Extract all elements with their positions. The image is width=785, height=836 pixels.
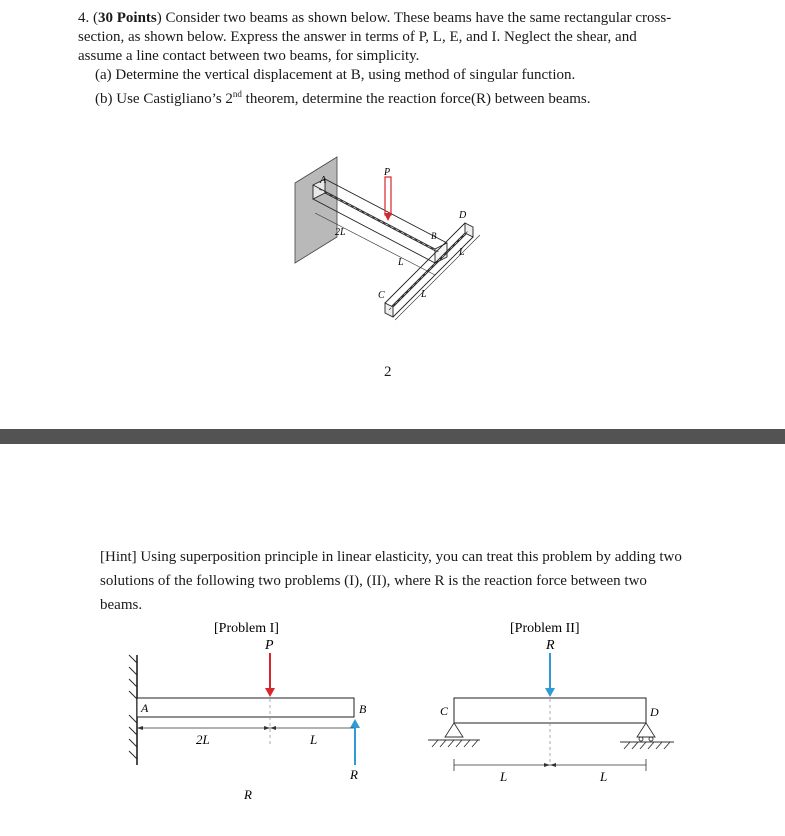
label-d-3d: D — [459, 210, 467, 221]
dim-2l: 2L — [196, 732, 210, 747]
label-d: D — [650, 705, 659, 719]
label-a: A — [141, 701, 149, 715]
label-r-below: R — [244, 787, 252, 802]
problem-1-title: [Problem I] — [214, 621, 279, 636]
beam-ab — [137, 698, 354, 717]
part-a: (a) Determine the vertical displacement at B, using method of singular function. — [95, 67, 576, 83]
question-line-1: 4. (30 Points) Consider two beams as shown below. These beams have the same rectangular cross- — [78, 10, 672, 26]
hint-text: [Hint] Using superposition principle in linear elasticity, you can treat this problem by adding two solutions of the following two problems (I), (II), where R is the reaction force between two beams. — [100, 549, 682, 613]
label-l2-3d: L — [459, 247, 465, 258]
label-a-3d: A — [320, 175, 327, 186]
pin-support-c — [428, 723, 480, 747]
label-c-3d: C — [378, 290, 385, 301]
problem-1-load-label: P — [265, 638, 274, 653]
dim-l1: L — [500, 769, 508, 784]
question-line-2: section, as shown below. Express the answer in terms of P, L, E, and I. Neglect the shear, and — [78, 29, 637, 45]
question-text — [78, 9, 768, 66]
label-b-3d: B — [431, 231, 437, 241]
label-l3-3d: L — [421, 289, 427, 300]
part-b: (b) Use Castigliano’s 2nd theorem, determine the reaction force(R) between beams. — [95, 89, 591, 107]
dim-l2: L — [600, 769, 608, 784]
problem-2-load-label: R — [546, 638, 555, 653]
page-separator — [0, 429, 785, 444]
problem-2-diagram — [420, 615, 680, 785]
dim-l: L — [310, 732, 318, 747]
label-p-3d: P — [384, 167, 391, 178]
roller-support-d — [620, 723, 674, 749]
problem-1-diagram — [110, 615, 400, 815]
problem-2-title: [Problem II] — [510, 621, 580, 636]
wall-hatch — [129, 655, 137, 759]
label-2l-3d: 2L — [335, 227, 346, 238]
label-b: B — [359, 702, 367, 716]
points-label: 30 Points — [98, 10, 157, 26]
beam-cd-3d — [385, 223, 473, 317]
wall-3d — [295, 157, 337, 263]
question-line-3: assume a line contact between two beams, for simplicity. — [78, 48, 420, 64]
beam-3d-figure — [285, 155, 505, 330]
label-l1-3d: L — [398, 257, 404, 268]
page-number: 2 — [384, 364, 392, 380]
load-p-3d — [384, 177, 392, 221]
label-c: C — [440, 704, 449, 718]
label-r-arrow: R — [350, 767, 358, 782]
